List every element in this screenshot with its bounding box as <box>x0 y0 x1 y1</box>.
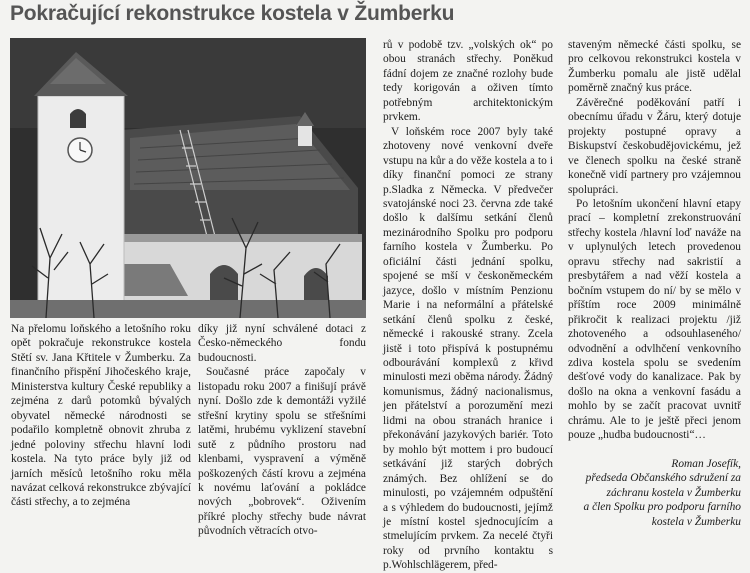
paragraph: rů v podobě tzv. „volských ok“ po obou stranách střechy. Poněkud fádní dojem ze značné rozlohy bude tedy korigován a oživen tímto potřebným architektonickým prvkem. <box>383 39 553 124</box>
signature <box>568 457 741 530</box>
signature-line: a člen Spolku pro podporu farního <box>583 501 741 514</box>
column-3 <box>383 38 553 573</box>
paragraph: Na přelomu loňského a letošního roku opět pokračuje rekonstrukce kostela Stětí sv. Jana Křtitele v Žumberku. Za finančního přispění Jihočeského kraje, Ministerstva kultury České republiky a zejména z darů potomků bývalých obyvatel německé národnosti se podařilo kompletně obnovit zhruba z jedné poloviny střechu hlavní lodi kostela. Na tyto práce byly již od jarních měsíců letošního roku měla navázat celková rekonstrukce zbývající části střechy, a to zejména <box>11 323 191 509</box>
column-4 <box>568 38 741 529</box>
paragraph: staveným německé části spolku, se pro celkovou rekonstrukci kostela v Žumberku pomalu ale jistě udělal poměrně značný kus práce. <box>568 39 741 95</box>
paragraph: díky již nyní schválené dotaci z Česko-německého fondu budoucnosti. <box>198 323 366 364</box>
column-2 <box>198 322 366 539</box>
church-photo <box>10 38 366 318</box>
column-1 <box>11 322 191 510</box>
paragraph: Závěrečné poděkování patří i obecnímu úřadu v Žáru, který dotuje projekty postupné opravy a Biskupství českobudějovickému, jež ve členech spolku na české straně konečně vidí partnery pro vzájemnou spolupráci. <box>568 96 741 196</box>
signature-line: kostela v Žumberku <box>651 515 741 528</box>
signature-line: Roman Josefík, <box>671 457 741 470</box>
signature-line: předseda Občanského sdružení za <box>585 472 741 485</box>
paragraph: Po letošním ukončení hlavní etapy prací – kompletní zrekonstruování střechy kostela /hlavní loď naváže na v uplynulých letech provedenou opravu střechy nad sakristií a presbytářem a nad věží kostela a bočním vstupem do ní/ by se mělo v příštím roce 2009 minimálně přikročit k realizaci projektu /již zhotoveného a odsouhlaseného/ odvodnění a odvlhčení venkovního zdiva kostela spolu se svedením dešťové vody do kanalizace. Pak by došlo na okna a venkovní fasádu a mohlo by se začít pracovat uvnitř chrámu. Ale to je ještě přeci jenom pouze „hudba budoucnosti“… <box>568 197 741 442</box>
paragraph: V loňském roce 2007 byly také zhotoveny nové venkovní dveře vstupu na kůr a do věže kostela a to i díky finanční pomoci ze strany p.Sladka z Německa. V předvečer svatojánské noci 23. června zde také došlo k dalšímu setkání členů mezinárodního Spolku pro podporu farního kostela v Žumberku. Po oficiální části jednání spolku, spojené se mší v českoněmeckém jazyce, došlo v místním Penzionu Marie i na neformální a přátelské setkání členů spolku z české, německé i rakouské strany. Zcela jistě i toto přispívá k postupnému odbourávání komplexů z křivd minulosti mezi oběma národy. Žádný komunismus, žádný nacionalismus, jen přátelství a porozumění mezi lidmi na obou stranách hranice i překonávání jazykových bariér. Toto by mohlo být mottem i pro budoucí setkávání již starých dobrých známých. Bez ohlížení se do minulosti, po vzájemném odpuštění a s výhledem do budoucnosti, jejímž je místní kostel sjednocujícím a stmelujícím prvkem. Za necelé čtyři roky od prvního kontaktu s p.Wohlschlägerem, před- <box>383 125 553 572</box>
paragraph: Současné práce započaly v listopadu roku 2007 a finišují právě nyní. Došlo zde k demontáži vyžilé střešní krytiny spolu se střešními latěmi, hrubému vyklizení stavební sutě z půdního prostoru nad klenbami, vyspravení a výměně poškozených částí krovu a zejména k novému laťování a pokládce nových „bobrovek“. Oživením příkré plochy střechy bude návrat původních větracích otvo- <box>198 366 366 538</box>
article-title: Pokračující rekonstrukce kostela v Žumberku <box>10 2 455 25</box>
signature-line: záchranu kostela v Žumberku <box>606 486 741 499</box>
